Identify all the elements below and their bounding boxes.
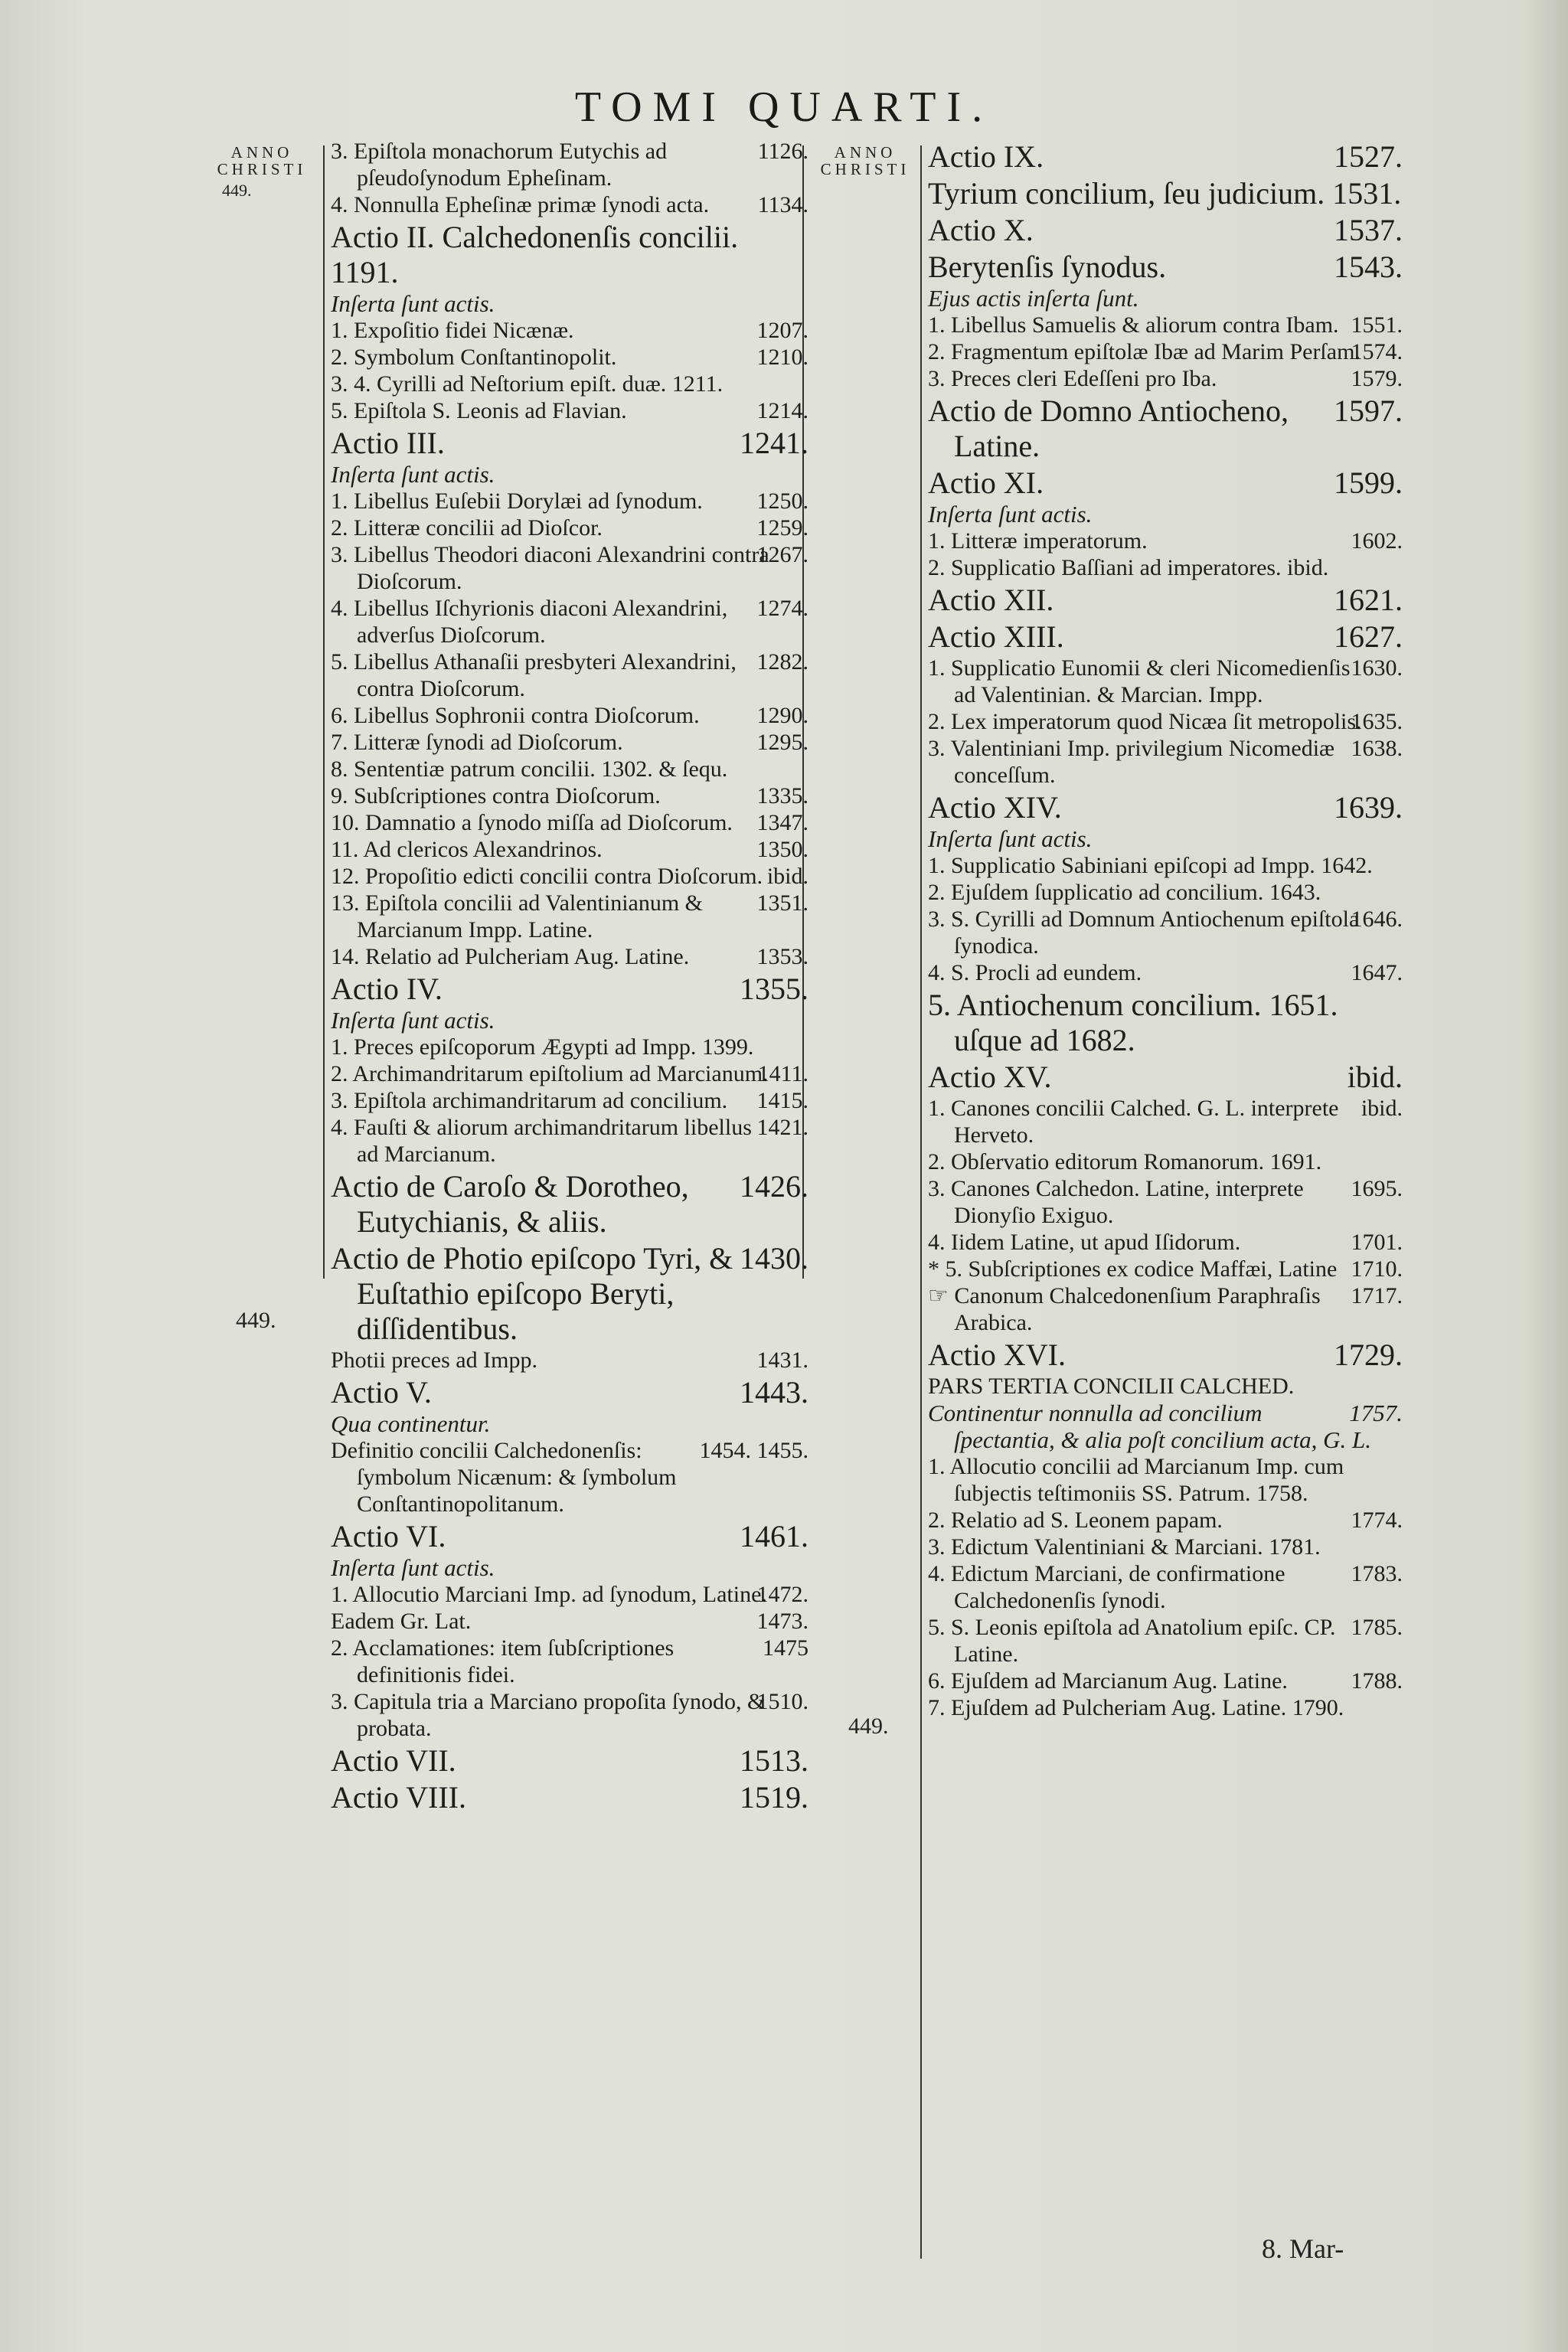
- entry-title: Actio XV.: [928, 1060, 1052, 1094]
- entry-page-number: 1350.: [756, 837, 808, 862]
- entry-title: Actio VI.: [331, 1519, 446, 1553]
- index-entry: [928, 1148, 1403, 1175]
- index-entry: [331, 1780, 808, 1815]
- index-entry: [928, 852, 1403, 879]
- entry-page-number: 1717.: [1351, 1283, 1403, 1308]
- index-entry: [331, 1743, 808, 1779]
- entry-page-number: 1621.: [1334, 583, 1403, 617]
- entry-page-number: 1207.: [756, 318, 808, 343]
- entry-title: 3. Epiſtola archimandritarum ad concilium.: [331, 1088, 728, 1113]
- entry-title: 11. Ad clericos Alexandrinos.: [331, 837, 603, 862]
- entry-page-number: 1282.: [756, 649, 808, 675]
- index-entry: [331, 863, 808, 890]
- entry-page-number: 1757.: [1349, 1400, 1403, 1426]
- index-entry: [928, 959, 1403, 986]
- entry-title: Actio X.: [928, 213, 1034, 247]
- entry-title: 1. Supplicatio Eunomii & cleri Nicomedienſis ad Valentinian. & Marcian. Impp.: [928, 655, 1351, 707]
- entry-page-number: 1602.: [1351, 528, 1403, 554]
- index-entry: [331, 317, 808, 344]
- entry-page-number: 1710.: [1351, 1256, 1403, 1282]
- entry-page-number: 1259.: [756, 515, 808, 541]
- index-entry: [928, 1534, 1403, 1560]
- entry-title: Inſerta ſunt actis.: [928, 501, 1093, 528]
- entry-page-number: ibid.: [1347, 1060, 1403, 1094]
- entry-title: Actio XII.: [928, 583, 1054, 617]
- entry-title: Actio VIII.: [331, 1780, 466, 1815]
- entry-title: Actio VII.: [331, 1743, 456, 1778]
- index-entry: [331, 1060, 808, 1087]
- index-entry: [928, 790, 1403, 825]
- entry-title: 1. Preces epiſcoporum Ægypti ad Impp. 1399.: [331, 1034, 754, 1060]
- entry-title: 7. Litteræ ſynodi ad Dioſcorum.: [331, 730, 623, 755]
- index-entry: [331, 836, 808, 863]
- entry-title: 1. Expoſitio fidei Nicænæ.: [331, 318, 574, 343]
- index-entry: [331, 426, 808, 461]
- index-entry: [331, 1688, 808, 1742]
- index-entry: [928, 988, 1403, 1058]
- right-margin-year: 449.: [848, 1713, 889, 1739]
- index-entry: [928, 906, 1403, 959]
- index-entry: [928, 1614, 1403, 1668]
- entry-page-number: 1599.: [1334, 466, 1403, 500]
- entry-title: 2. Fragmentum epiſtolæ Ibæ ad Marim Perſam.: [928, 339, 1361, 364]
- index-entry: [331, 344, 808, 371]
- entry-page-number: 1527.: [1334, 139, 1403, 174]
- entry-page-number: 1214.: [756, 398, 808, 423]
- entry-page-number: 1267.: [756, 542, 808, 567]
- index-entry: [928, 250, 1403, 285]
- entry-title: 3. Edictum Valentiniani & Marciani. 1781.: [928, 1534, 1321, 1560]
- entry-title: 1. Canones concilii Calched. G. L. interprete Herveto.: [928, 1096, 1339, 1148]
- entry-title: Inſerta ſunt actis.: [331, 1007, 495, 1034]
- index-entry: [928, 583, 1403, 618]
- entry-page-number: 1579.: [1351, 366, 1403, 391]
- entry-title: Continentur nonnulla ad concilium ſpectantia, & alia poſt concilium acta, G. L.: [928, 1400, 1372, 1453]
- entry-title: Actio IX.: [928, 139, 1044, 174]
- index-entry: [331, 1581, 808, 1608]
- entry-title: 4. Nonnulla Epheſinæ primæ ſynodi acta.: [331, 192, 710, 217]
- index-entry: [928, 1338, 1403, 1373]
- left-column-rule: [323, 145, 325, 1279]
- index-entry: [331, 1608, 808, 1635]
- entry-title: 3. Preces cleri Edeſſeni pro Iba.: [928, 366, 1217, 391]
- entry-title: 5. S. Leonis epiſtola ad Anatolium epiſc. CP. Latine.: [928, 1615, 1336, 1667]
- entry-page-number: 1473.: [756, 1609, 808, 1634]
- entry-title: 3. Capitula tria a Marciano propoſita ſynodo, & probata.: [331, 1689, 766, 1741]
- entry-title: 2. Litteræ concilii ad Dioſcor.: [331, 515, 603, 541]
- index-entry: [928, 501, 1403, 528]
- entry-title: Actio II. Calchedonenſis concilii. 1191.: [331, 220, 739, 289]
- index-entry: [928, 1095, 1403, 1148]
- index-entry: [928, 466, 1403, 501]
- entry-title: 3. 4. Cyrilli ad Neſtorium epiſt. duæ. 1211.: [331, 371, 724, 397]
- index-entry: [928, 1373, 1403, 1400]
- index-entry: [331, 972, 808, 1007]
- entry-page-number: ibid.: [766, 864, 808, 889]
- entry-title: 6. Ejuſdem ad Marcianum Aug. Latine.: [928, 1668, 1288, 1694]
- entry-page-number: 1126.: [757, 139, 808, 164]
- entry-title: 1. Supplicatio Sabiniani epiſcopi ad Impp. 1642.: [928, 853, 1373, 878]
- entry-page-number: 1421.: [756, 1115, 808, 1140]
- index-entry: [331, 1635, 808, 1688]
- entry-page-number: 1635.: [1351, 709, 1403, 734]
- entry-page-number: 1274.: [756, 596, 808, 621]
- entry-page-number: 1537.: [1334, 213, 1403, 247]
- entry-page-number: 1461.: [740, 1519, 808, 1553]
- index-entry: [331, 1437, 808, 1517]
- index-entry: [331, 1375, 808, 1410]
- entry-title: 2. Acclamationes: item ſubſcriptiones definitionis fidei.: [331, 1635, 675, 1687]
- entry-page-number: 1630.: [1351, 655, 1403, 681]
- page-gutter-shadow: [1522, 0, 1568, 2352]
- entry-page-number: 1411.: [757, 1061, 808, 1086]
- index-entry: [331, 290, 808, 317]
- index-entry: [928, 1400, 1403, 1453]
- index-entry: [331, 191, 808, 218]
- index-entry: [928, 1175, 1403, 1229]
- entry-title: 3. S. Cyrilli ad Domnum Antiochenum epiſtola ſynodica.: [928, 906, 1360, 959]
- entry-title: 5. Antiochenum concilium. 1651. uſque ad 1682.: [928, 988, 1338, 1057]
- index-entry: [331, 1087, 808, 1114]
- entry-title: 4. Fauſti & aliorum archimandritarum libellus ad Marcianum.: [331, 1115, 752, 1167]
- index-entry: [928, 879, 1403, 906]
- left-margin-year-top: 449.: [222, 181, 252, 200]
- index-entry: [331, 1007, 808, 1034]
- index-entry: [331, 461, 808, 488]
- index-entry: [331, 595, 808, 648]
- entry-page-number: 1788.: [1351, 1668, 1403, 1694]
- index-entry: [331, 943, 808, 970]
- entry-page-number: 1646.: [1351, 906, 1403, 932]
- index-entry: [331, 1519, 808, 1554]
- index-entry: [331, 541, 808, 595]
- index-entry: [928, 365, 1403, 392]
- index-entry: [928, 1668, 1403, 1694]
- index-entry: [331, 809, 808, 836]
- entry-page-number: 1783.: [1351, 1561, 1403, 1586]
- page-header: TOMI QUARTI.: [574, 83, 994, 131]
- entry-title: 4. S. Procli ad eundem.: [928, 960, 1142, 985]
- index-entry: [331, 1410, 808, 1437]
- index-entry: [331, 1241, 808, 1347]
- entry-title: Actio XIII.: [928, 619, 1064, 654]
- index-entry: [331, 729, 808, 756]
- entry-page-number: 1774.: [1351, 1508, 1403, 1533]
- index-entry: [331, 1554, 808, 1581]
- entry-page-number: 1431.: [756, 1348, 808, 1373]
- index-entry: [928, 708, 1403, 735]
- index-entry: [928, 554, 1403, 581]
- entry-title: 2. Obſervatio editorum Romanorum. 1691.: [928, 1149, 1322, 1174]
- left-column: [331, 138, 808, 1815]
- index-entry: [331, 371, 808, 397]
- entry-title: Actio de Domno Antiocheno, Latine.: [928, 394, 1289, 463]
- index-entry: [331, 514, 808, 541]
- index-entry: [331, 648, 808, 702]
- entry-page-number: 1241.: [740, 426, 808, 460]
- index-entry: [928, 213, 1403, 248]
- entry-page-number: 1134.: [757, 192, 808, 217]
- entry-title: 3. Libellus Theodori diaconi Alexandrini contra Dioſcorum.: [331, 542, 769, 594]
- index-entry: [928, 338, 1403, 365]
- index-entry: [331, 1169, 808, 1240]
- entry-title: 2. Archimandritarum epiſtolium ad Marcianum.: [331, 1061, 769, 1086]
- entry-title: 2. Symbolum Conſtantinopolit.: [331, 345, 617, 370]
- index-entry: [331, 138, 808, 191]
- entry-title: 5. Epiſtola S. Leonis ad Flavian.: [331, 398, 627, 423]
- entry-title: Inſerta ſunt actis.: [331, 1554, 495, 1581]
- index-entry: [331, 890, 808, 943]
- entry-title: Tyrium concilium, ſeu judicium. 1531.: [928, 176, 1402, 211]
- entry-title: Actio de Caroſo & Dorotheo, Eutychianis, & aliis.: [331, 1169, 689, 1239]
- entry-page-number: 1430.: [740, 1241, 808, 1276]
- entry-title: Actio XIV.: [928, 790, 1062, 825]
- index-entry: [928, 735, 1403, 789]
- entry-page-number: 1295.: [756, 730, 808, 755]
- entry-page-number: 1353.: [756, 944, 808, 969]
- entry-title: * 5. Subſcriptiones ex codice Maffæi, Latine: [928, 1256, 1338, 1282]
- index-entry: [928, 825, 1403, 852]
- index-entry: [928, 176, 1403, 211]
- index-entry: [928, 528, 1403, 554]
- entry-title: 1. Litteræ imperatorum.: [928, 528, 1148, 554]
- entry-page-number: 1513.: [740, 1743, 808, 1778]
- right-margin-label: ANNO CHRISTI: [820, 143, 910, 178]
- index-entry: [928, 312, 1403, 338]
- entry-title: Inſerta ſunt actis.: [331, 461, 495, 488]
- index-entry: [331, 488, 808, 514]
- index-entry: [928, 394, 1403, 464]
- entry-title: Definitio concilii Calchedonenſis: ſymbolum Nicænum: & ſymbolum Conſtantinopolitanum.: [331, 1438, 677, 1517]
- right-column-rule: [920, 145, 922, 2259]
- entry-page-number: 1597.: [1334, 394, 1403, 428]
- index-entry: [928, 1256, 1403, 1282]
- entry-title: 7. Ejuſdem ad Pulcheriam Aug. Latine. 1790.: [928, 1695, 1344, 1720]
- entry-title: Actio XVI.: [928, 1338, 1066, 1372]
- entry-title: Photii preces ad Impp.: [331, 1348, 537, 1373]
- index-entry: [331, 782, 808, 809]
- entry-title: 2. Ejuſdem ſupplicatio ad concilium. 1643.: [928, 880, 1321, 905]
- entry-page-number: 1426.: [740, 1169, 808, 1204]
- entry-page-number: 1627.: [1334, 619, 1403, 654]
- entry-page-number: 1475: [763, 1635, 808, 1661]
- left-margin-year: 449.: [236, 1308, 276, 1333]
- entry-page-number: 1639.: [1334, 790, 1403, 825]
- index-entry: [928, 1694, 1403, 1721]
- entry-title: 9. Subſcriptiones contra Dioſcorum.: [331, 783, 661, 808]
- entry-title: 6. Libellus Sophronii contra Dioſcorum.: [331, 703, 700, 728]
- entry-title: 8. Sententiæ patrum concilii. 1302. & ſequ.: [331, 756, 728, 782]
- entry-title: 3. Valentiniani Imp. privilegium Nicomediæ conceſſum.: [928, 736, 1335, 788]
- index-entry: [331, 1034, 808, 1060]
- entry-title: 3. Epiſtola monachorum Eutychis ad pſeudoſynodum Epheſinam.: [331, 139, 668, 191]
- entry-page-number: 1785.: [1351, 1615, 1403, 1640]
- entry-title: 5. Libellus Athanaſii presbyteri Alexandrini, contra Dioſcorum.: [331, 649, 737, 701]
- index-entry: [928, 1229, 1403, 1256]
- entry-title: Actio de Photio epiſcopo Tyri, & Euſtathio epiſcopo Beryti, diſſidentibus.: [331, 1241, 733, 1346]
- left-margin-label: ANNO CHRISTI: [217, 143, 307, 178]
- entry-title: Ejus actis inſerta ſunt.: [928, 285, 1139, 312]
- index-entry: [331, 702, 808, 729]
- entry-page-number: 1347.: [756, 810, 808, 835]
- entry-page-number: 1472.: [756, 1582, 808, 1607]
- entry-title: ☞ Canonum Chalcedonenſium Paraphraſis Arabica.: [928, 1283, 1321, 1335]
- entry-title: 1. Allocutio concilii ad Marcianum Imp. cum ſubjectis teſtimoniis SS. Patrum. 1758.: [928, 1454, 1344, 1506]
- entry-page-number: 1701.: [1351, 1230, 1403, 1255]
- entry-title: 4. Edictum Marciani, de confirmatione Calchedonenſis ſynodi.: [928, 1561, 1285, 1613]
- entry-title: Berytenſis ſynodus.: [928, 250, 1167, 284]
- index-entry: [331, 397, 808, 424]
- index-entry: [928, 139, 1403, 175]
- entry-title: 14. Relatio ad Pulcheriam Aug. Latine.: [331, 944, 690, 969]
- index-entry: [928, 1453, 1403, 1507]
- entry-page-number: 1454. 1455.: [699, 1438, 808, 1463]
- entry-title: Actio V.: [331, 1375, 432, 1410]
- entry-page-number: 1551.: [1351, 312, 1403, 338]
- entry-title: 10. Damnatio a ſynodo miſſa ad Dioſcorum.: [331, 810, 733, 835]
- entry-title: 2. Relatio ad S. Leonem papam.: [928, 1508, 1223, 1533]
- index-entry: [928, 1507, 1403, 1534]
- entry-title: 13. Epiſtola concilii ad Valentinianum & Marcianum Impp. Latine.: [331, 890, 704, 942]
- entry-title: PARS TERTIA CONCILII CALCHED.: [928, 1374, 1295, 1399]
- index-entry: [928, 285, 1403, 312]
- entry-page-number: 1510.: [756, 1689, 808, 1714]
- entry-page-number: 1543.: [1334, 250, 1403, 284]
- entry-title: 1. Libellus Samuelis & aliorum contra Ibam.: [928, 312, 1339, 338]
- index-entry: [928, 655, 1403, 708]
- entry-title: 1. Allocutio Marciani Imp. ad ſynodum, Latine.: [331, 1582, 767, 1607]
- entry-page-number: 1443.: [740, 1375, 808, 1410]
- entry-page-number: 1210.: [756, 345, 808, 370]
- entry-title: Inſerta ſunt actis.: [331, 290, 495, 317]
- entry-title: 4. Iidem Latine, ut apud Iſidorum.: [928, 1230, 1241, 1255]
- index-entry: [928, 1060, 1403, 1095]
- index-entry: [331, 1347, 808, 1374]
- index-entry: [331, 756, 808, 782]
- entry-title: Actio IV.: [331, 972, 443, 1006]
- entry-page-number: 1250.: [756, 488, 808, 514]
- entry-title: 12. Propoſitio edicti concilii contra Dioſcorum.: [331, 864, 763, 889]
- entry-title: 2. Lex imperatorum quod Nicæa ſit metropolis.: [928, 709, 1362, 734]
- entry-title: Actio XI.: [928, 466, 1044, 500]
- entry-page-number: 1695.: [1351, 1176, 1403, 1201]
- entry-title: 3. Canones Calchedon. Latine, interprete Dionyſio Exiguo.: [928, 1176, 1304, 1228]
- entry-title: Eadem Gr. Lat.: [331, 1609, 472, 1634]
- entry-page-number: 1647.: [1351, 960, 1403, 985]
- index-entry: [331, 1114, 808, 1168]
- entry-title: Qua continentur.: [331, 1410, 491, 1437]
- entry-page-number: 1351.: [756, 890, 808, 916]
- entry-title: 2. Supplicatio Baſſiani ad imperatores. ibid.: [928, 555, 1329, 580]
- entry-title: Inſerta ſunt actis.: [928, 825, 1093, 852]
- entry-page-number: 1355.: [740, 972, 808, 1006]
- entry-page-number: 1415.: [756, 1088, 808, 1113]
- index-entry: [928, 1560, 1403, 1614]
- entry-title: Actio III.: [331, 426, 445, 460]
- index-entry: [928, 619, 1403, 655]
- index-entry: [928, 1282, 1403, 1336]
- entry-title: 4. Libellus Iſchyrionis diaconi Alexandrini, adverſus Dioſcorum.: [331, 596, 728, 648]
- entry-page-number: 1335.: [756, 783, 808, 808]
- entry-page-number: 1519.: [740, 1780, 808, 1815]
- right-column: [928, 138, 1403, 1721]
- entry-page-number: 1729.: [1334, 1338, 1403, 1372]
- entry-page-number: 1574.: [1351, 339, 1403, 364]
- entry-page-number: ibid.: [1361, 1096, 1403, 1121]
- entry-page-number: 1290.: [756, 703, 808, 728]
- entry-title: 1. Libellus Euſebii Dorylæi ad ſynodum.: [331, 488, 703, 514]
- catchword: 8. Mar-: [1262, 2233, 1344, 2264]
- entry-page-number: 1638.: [1351, 736, 1403, 761]
- index-entry: [331, 220, 808, 290]
